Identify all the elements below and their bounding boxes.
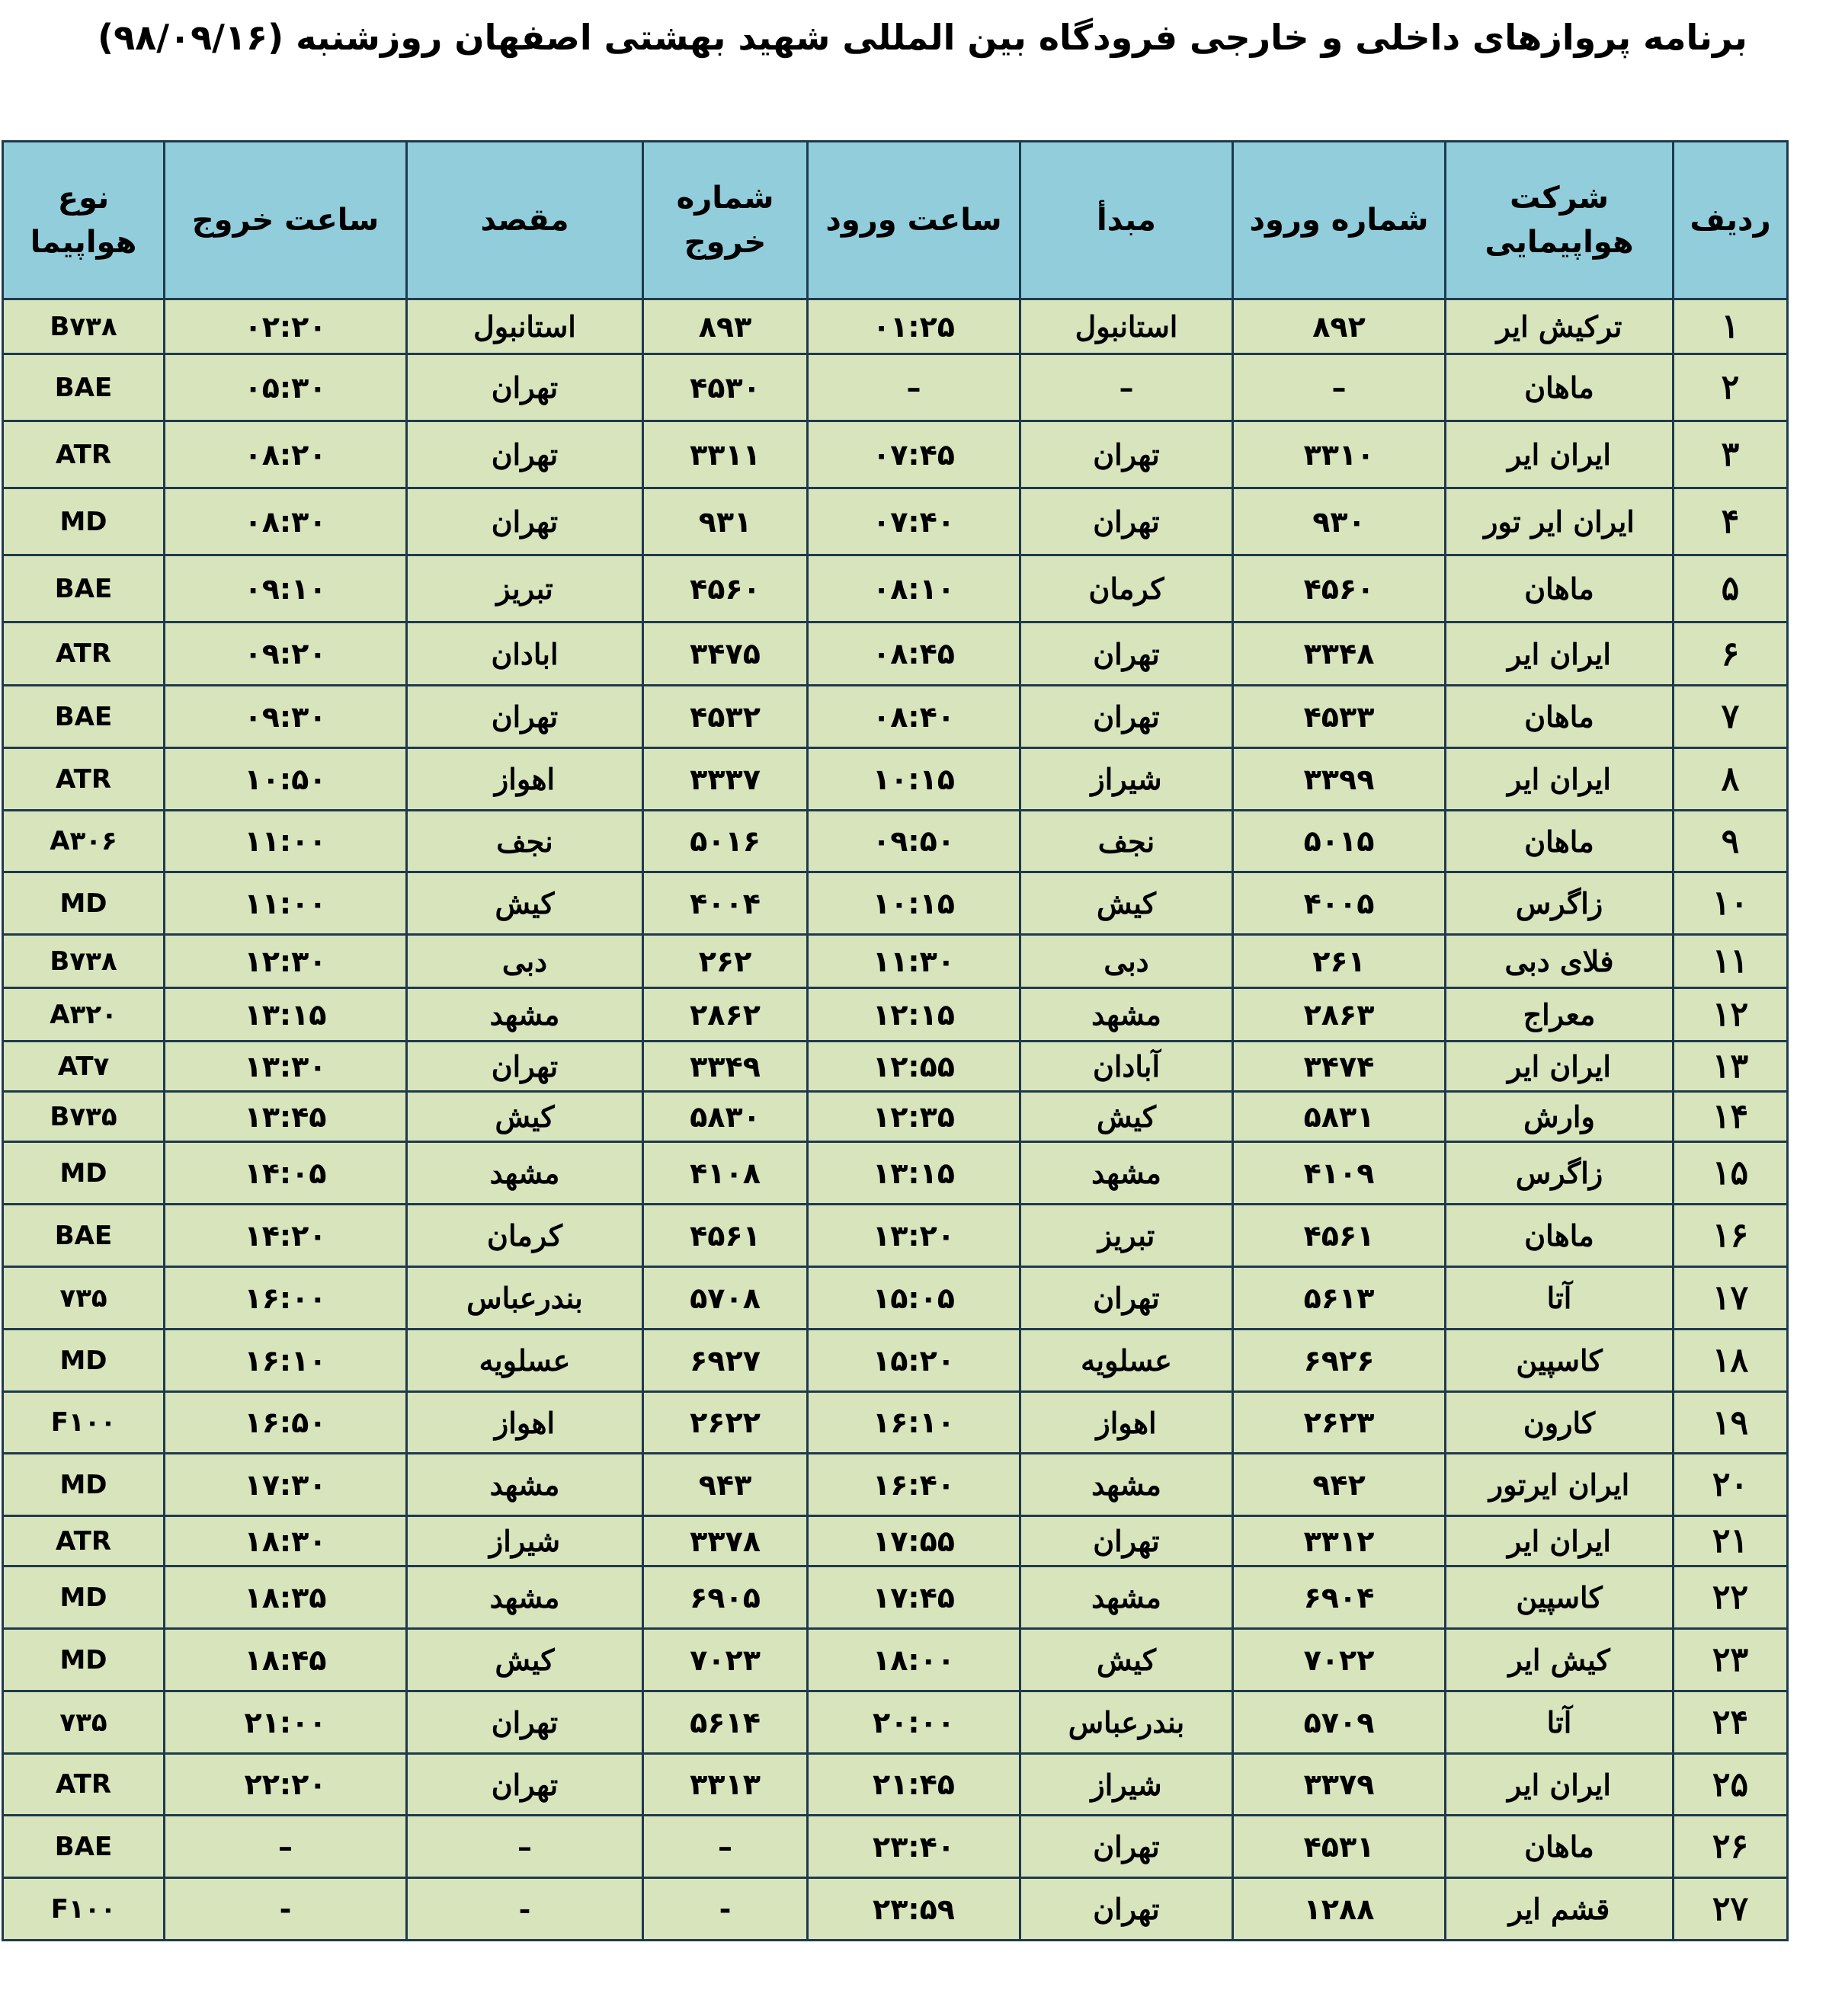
departure-time-cell: ۱۲:۳۰ (165, 935, 407, 988)
row-number-cell: ۳ (1674, 421, 1788, 488)
table-row (3, 1330, 1788, 1392)
airline-cell: ایران ایر (1446, 421, 1674, 488)
table-row (3, 811, 1788, 872)
row-number-cell: ۲۷ (1674, 1878, 1788, 1941)
aircraft-type-cell: BAE (3, 354, 165, 421)
table-row (3, 1392, 1788, 1454)
header-row-number: ردیف (1674, 142, 1788, 299)
table-row (3, 1205, 1788, 1267)
airline-cell: قشم ایر (1446, 1878, 1674, 1941)
departure-time-cell: ۰۹:۲۰ (165, 622, 407, 686)
header-arrival-time: ساعت ورود (808, 142, 1020, 299)
row-number-cell: ۲۳ (1674, 1629, 1788, 1691)
aircraft-type-cell: MD (3, 1629, 165, 1691)
arrival-number-cell: ۲۶۱ (1233, 935, 1446, 988)
aircraft-type-cell: ATR (3, 1516, 165, 1566)
destination-cell: تبریز (407, 555, 643, 622)
table-row (3, 1454, 1788, 1516)
arrival-time-cell: ۱۵:۲۰ (808, 1330, 1020, 1392)
departure-time-cell: – (165, 1816, 407, 1878)
row-number-cell: ۱۱ (1674, 935, 1788, 988)
arrival-number-cell: ۵۸۳۱ (1233, 1092, 1446, 1142)
row-number-cell: ۱۰ (1674, 872, 1788, 935)
departure-number-cell: ۲۶۲ (643, 935, 808, 988)
destination-cell: استانبول (407, 299, 643, 354)
departure-number-cell: - (643, 1878, 808, 1941)
arrival-time-cell: ۰۸:۴۰ (808, 686, 1020, 748)
departure-number-cell: ۴۵۳۲ (643, 686, 808, 748)
arrival-number-cell: ۴۵۶۰ (1233, 555, 1446, 622)
arrival-number-cell: ۹۳۰ (1233, 488, 1446, 555)
header-arrival-number: شماره ورود (1233, 142, 1446, 299)
departure-number-cell: ۴۵۶۰ (643, 555, 808, 622)
arrival-number-cell: ۶۹۲۶ (1233, 1330, 1446, 1392)
departure-number-cell: ۹۳۱ (643, 488, 808, 555)
origin-cell: تهران (1020, 421, 1233, 488)
origin-cell: مشهد (1020, 1454, 1233, 1516)
aircraft-type-cell: BAE (3, 555, 165, 622)
table-row (3, 622, 1788, 686)
destination-cell: اهواز (407, 1392, 643, 1454)
origin-cell: مشهد (1020, 1142, 1233, 1205)
aircraft-type-cell: AT۷ (3, 1042, 165, 1092)
arrival-time-cell: ۰۱:۲۵ (808, 299, 1020, 354)
origin-cell: عسلویه (1020, 1330, 1233, 1392)
destination-cell: ابادان (407, 622, 643, 686)
row-number-cell: ۱۴ (1674, 1092, 1788, 1142)
departure-number-cell: ۹۴۳ (643, 1454, 808, 1516)
row-number-cell: ۹ (1674, 811, 1788, 872)
origin-cell: آبادان (1020, 1042, 1233, 1092)
departure-time-cell: - (165, 1878, 407, 1941)
table-header-row (3, 142, 1788, 299)
aircraft-type-cell: A۳۰۶ (3, 811, 165, 872)
departure-time-cell: ۱۱:۰۰ (165, 872, 407, 935)
arrival-time-cell: ۱۶:۴۰ (808, 1454, 1020, 1516)
airline-cell: ماهان (1446, 1816, 1674, 1878)
flight-schedule-table (2, 140, 1789, 1941)
table-row (3, 988, 1788, 1042)
table-row (3, 555, 1788, 622)
origin-cell: بندرعباس (1020, 1691, 1233, 1754)
arrival-number-cell: ۴۰۰۵ (1233, 872, 1446, 935)
arrival-number-cell: ۴۱۰۹ (1233, 1142, 1446, 1205)
airline-cell: وارش (1446, 1092, 1674, 1142)
departure-time-cell: ۰۸:۳۰ (165, 488, 407, 555)
aircraft-type-cell: ۷۳۵ (3, 1267, 165, 1330)
airline-cell: معراج (1446, 988, 1674, 1042)
departure-time-cell: ۱۸:۳۵ (165, 1566, 407, 1629)
departure-number-cell: ۴۵۶۱ (643, 1205, 808, 1267)
departure-time-cell: ۱۴:۲۰ (165, 1205, 407, 1267)
aircraft-type-cell: BAE (3, 1205, 165, 1267)
table-row (3, 1092, 1788, 1142)
table-row (3, 1878, 1788, 1941)
arrival-number-cell: – (1233, 354, 1446, 421)
row-number-cell: ۱۸ (1674, 1330, 1788, 1392)
origin-cell: تهران (1020, 1878, 1233, 1941)
departure-number-cell: ۲۶۲۲ (643, 1392, 808, 1454)
departure-time-cell: ۱۸:۳۰ (165, 1516, 407, 1566)
departure-time-cell: ۱۳:۳۰ (165, 1042, 407, 1092)
arrival-number-cell: ۵۷۰۹ (1233, 1691, 1446, 1754)
arrival-number-cell: ۳۳۴۸ (1233, 622, 1446, 686)
arrival-time-cell: ۱۰:۱۵ (808, 872, 1020, 935)
departure-time-cell: ۰۵:۳۰ (165, 354, 407, 421)
origin-cell: کرمان (1020, 555, 1233, 622)
departure-time-cell: ۱۰:۵۰ (165, 748, 407, 811)
header-departure-number: شماره خروج (643, 142, 808, 299)
destination-cell: اهواز (407, 748, 643, 811)
arrival-number-cell: ۳۳۱۲ (1233, 1516, 1446, 1566)
origin-cell: شیراز (1020, 748, 1233, 811)
airline-cell: ایران ایر (1446, 1754, 1674, 1816)
airline-cell: ایران ایرتور (1446, 1454, 1674, 1516)
aircraft-type-cell: BAE (3, 686, 165, 748)
arrival-time-cell: ۱۲:۱۵ (808, 988, 1020, 1042)
table-row (3, 748, 1788, 811)
row-number-cell: ۲۵ (1674, 1754, 1788, 1816)
aircraft-type-cell: MD (3, 1566, 165, 1629)
row-number-cell: ۲۶ (1674, 1816, 1788, 1878)
arrival-time-cell: ۲۱:۴۵ (808, 1754, 1020, 1816)
destination-cell: دبی (407, 935, 643, 988)
origin-cell: تهران (1020, 686, 1233, 748)
arrival-time-cell: ۲۰:۰۰ (808, 1691, 1020, 1754)
arrival-number-cell: ۵۶۱۳ (1233, 1267, 1446, 1330)
departure-time-cell: ۱۶:۱۰ (165, 1330, 407, 1392)
destination-cell: تهران (407, 1754, 643, 1816)
departure-number-cell: ۴۵۳۰ (643, 354, 808, 421)
destination-cell: مشهد (407, 1142, 643, 1205)
departure-number-cell: ۴۱۰۸ (643, 1142, 808, 1205)
arrival-number-cell: ۵۰۱۵ (1233, 811, 1446, 872)
departure-time-cell: ۱۶:۰۰ (165, 1267, 407, 1330)
arrival-time-cell: ۱۶:۱۰ (808, 1392, 1020, 1454)
destination-cell: کیش (407, 1092, 643, 1142)
origin-cell: کیش (1020, 872, 1233, 935)
destination-cell: شیراز (407, 1516, 643, 1566)
destination-cell: تهران (407, 488, 643, 555)
departure-number-cell: ۳۳۷۸ (643, 1516, 808, 1566)
airline-cell: ایران ایر (1446, 1042, 1674, 1092)
airline-cell: آتا (1446, 1267, 1674, 1330)
departure-time-cell: ۰۹:۳۰ (165, 686, 407, 748)
departure-time-cell: ۱۷:۳۰ (165, 1454, 407, 1516)
arrival-time-cell: ۱۷:۵۵ (808, 1516, 1020, 1566)
departure-number-cell: ۳۳۳۷ (643, 748, 808, 811)
arrival-number-cell: ۶۹۰۴ (1233, 1566, 1446, 1629)
table-row (3, 421, 1788, 488)
departure-number-cell: ۳۳۱۳ (643, 1754, 808, 1816)
table-body (3, 299, 1788, 1941)
aircraft-type-cell: F۱۰۰ (3, 1392, 165, 1454)
destination-cell: کیش (407, 1629, 643, 1691)
aircraft-type-cell: A۳۲۰ (3, 988, 165, 1042)
departure-time-cell: ۱۳:۱۵ (165, 988, 407, 1042)
aircraft-type-cell: MD (3, 488, 165, 555)
destination-cell: مشهد (407, 1454, 643, 1516)
header-departure-time: ساعت خروج (165, 142, 407, 299)
departure-number-cell: ۲۸۶۲ (643, 988, 808, 1042)
airline-cell: ماهان (1446, 686, 1674, 748)
destination-cell: تهران (407, 354, 643, 421)
aircraft-type-cell: ATR (3, 748, 165, 811)
arrival-time-cell: ۰۹:۵۰ (808, 811, 1020, 872)
origin-cell: دبی (1020, 935, 1233, 988)
origin-cell: مشهد (1020, 1566, 1233, 1629)
row-number-cell: ۲۱ (1674, 1516, 1788, 1566)
aircraft-type-cell: ATR (3, 1754, 165, 1816)
departure-number-cell: ۸۹۳ (643, 299, 808, 354)
airline-cell: ماهان (1446, 555, 1674, 622)
departure-number-cell: ۴۰۰۴ (643, 872, 808, 935)
arrival-number-cell: ۲۶۲۳ (1233, 1392, 1446, 1454)
row-number-cell: ۲۴ (1674, 1691, 1788, 1754)
arrival-time-cell: ۲۳:۴۰ (808, 1816, 1020, 1878)
airline-cell: ماهان (1446, 1205, 1674, 1267)
destination-cell: تهران (407, 421, 643, 488)
arrival-time-cell: ۱۳:۱۵ (808, 1142, 1020, 1205)
table-row (3, 488, 1788, 555)
row-number-cell: ۵ (1674, 555, 1788, 622)
destination-cell: تهران (407, 686, 643, 748)
row-number-cell: ۱۶ (1674, 1205, 1788, 1267)
aircraft-type-cell: B۷۳۵ (3, 1092, 165, 1142)
departure-time-cell: ۱۱:۰۰ (165, 811, 407, 872)
table-row (3, 1629, 1788, 1691)
table-row (3, 686, 1788, 748)
aircraft-type-cell: ۷۳۵ (3, 1691, 165, 1754)
arrival-number-cell: ۹۴۲ (1233, 1454, 1446, 1516)
departure-number-cell: ۳۳۱۱ (643, 421, 808, 488)
table-row (3, 1691, 1788, 1754)
table-row (3, 872, 1788, 935)
origin-cell: اهواز (1020, 1392, 1233, 1454)
destination-cell: مشهد (407, 988, 643, 1042)
origin-cell: نجف (1020, 811, 1233, 872)
row-number-cell: ۱۵ (1674, 1142, 1788, 1205)
arrival-time-cell: ۱۱:۳۰ (808, 935, 1020, 988)
aircraft-type-cell: MD (3, 872, 165, 935)
destination-cell: – (407, 1816, 643, 1878)
aircraft-type-cell: B۷۳۸ (3, 299, 165, 354)
origin-cell: استانبول (1020, 299, 1233, 354)
aircraft-type-cell: ATR (3, 421, 165, 488)
departure-time-cell: ۱۶:۵۰ (165, 1392, 407, 1454)
row-number-cell: ۸ (1674, 748, 1788, 811)
airline-cell: کاسپین (1446, 1330, 1674, 1392)
airline-cell: ایران ایر (1446, 622, 1674, 686)
origin-cell: کیش (1020, 1629, 1233, 1691)
arrival-time-cell: ۰۷:۴۵ (808, 421, 1020, 488)
arrival-number-cell: ۳۳۱۰ (1233, 421, 1446, 488)
row-number-cell: ۲ (1674, 354, 1788, 421)
departure-number-cell: ۳۳۴۹ (643, 1042, 808, 1092)
origin-cell: تبریز (1020, 1205, 1233, 1267)
destination-cell: بندرعباس (407, 1267, 643, 1330)
table-row (3, 1142, 1788, 1205)
airline-cell: زاگرس (1446, 1142, 1674, 1205)
origin-cell: تهران (1020, 1267, 1233, 1330)
arrival-number-cell: ۳۳۹۹ (1233, 748, 1446, 811)
destination-cell: کیش (407, 872, 643, 935)
arrival-time-cell: ۰۸:۴۵ (808, 622, 1020, 686)
arrival-time-cell: ۱۳:۲۰ (808, 1205, 1020, 1267)
departure-time-cell: ۰۸:۲۰ (165, 421, 407, 488)
arrival-number-cell: ۸۹۲ (1233, 299, 1446, 354)
arrival-number-cell: ۴۵۳۳ (1233, 686, 1446, 748)
table-row (3, 1042, 1788, 1092)
row-number-cell: ۱۹ (1674, 1392, 1788, 1454)
airline-cell: کاسپین (1446, 1566, 1674, 1629)
origin-cell: – (1020, 354, 1233, 421)
destination-cell: تهران (407, 1042, 643, 1092)
departure-number-cell: ۵۸۳۰ (643, 1092, 808, 1142)
arrival-time-cell: – (808, 354, 1020, 421)
airline-cell: ماهان (1446, 354, 1674, 421)
destination-cell: عسلویه (407, 1330, 643, 1392)
aircraft-type-cell: F۱۰۰ (3, 1878, 165, 1941)
header-destination: مقصد (407, 142, 643, 299)
arrival-time-cell: ۱۸:۰۰ (808, 1629, 1020, 1691)
row-number-cell: ۲۰ (1674, 1454, 1788, 1516)
table-row (3, 1566, 1788, 1629)
departure-number-cell: ۷۰۲۳ (643, 1629, 808, 1691)
airline-cell: ایران ایر (1446, 1516, 1674, 1566)
origin-cell: کیش (1020, 1092, 1233, 1142)
row-number-cell: ۱۲ (1674, 988, 1788, 1042)
origin-cell: تهران (1020, 488, 1233, 555)
airline-cell: زاگرس (1446, 872, 1674, 935)
origin-cell: تهران (1020, 1816, 1233, 1878)
arrival-number-cell: ۲۸۶۳ (1233, 988, 1446, 1042)
table-row (3, 1267, 1788, 1330)
page-title: برنامه پروازهای داخلی و خارجی فرودگاه بین المللی شهید بهشتی اصفهان روزشنبه (۹۸/۰۹/۱۶) (98, 17, 1747, 58)
destination-cell: تهران (407, 1691, 643, 1754)
table-row (3, 299, 1788, 354)
origin-cell: شیراز (1020, 1754, 1233, 1816)
departure-number-cell: ۵۰۱۶ (643, 811, 808, 872)
airline-cell: آتا (1446, 1691, 1674, 1754)
arrival-time-cell: ۱۷:۴۵ (808, 1566, 1020, 1629)
departure-number-cell: ۶۹۰۵ (643, 1566, 808, 1629)
origin-cell: تهران (1020, 622, 1233, 686)
arrival-number-cell: ۱۲۸۸ (1233, 1878, 1446, 1941)
row-number-cell: ۴ (1674, 488, 1788, 555)
arrival-time-cell: ۱۲:۵۵ (808, 1042, 1020, 1092)
aircraft-type-cell: MD (3, 1142, 165, 1205)
arrival-number-cell: ۳۳۷۹ (1233, 1754, 1446, 1816)
arrival-time-cell: ۲۳:۵۹ (808, 1878, 1020, 1941)
arrival-number-cell: ۷۰۲۲ (1233, 1629, 1446, 1691)
destination-cell: مشهد (407, 1566, 643, 1629)
origin-cell: تهران (1020, 1516, 1233, 1566)
airline-cell: کارون (1446, 1392, 1674, 1454)
airline-cell: ایران ایر (1446, 748, 1674, 811)
departure-number-cell: ۶۹۲۷ (643, 1330, 808, 1392)
row-number-cell: ۱ (1674, 299, 1788, 354)
table-row (3, 935, 1788, 988)
table-row (3, 1516, 1788, 1566)
header-airline: شرکت هواپیمایی (1446, 142, 1674, 299)
departure-time-cell: ۰۲:۲۰ (165, 299, 407, 354)
header-origin: مبدأ (1020, 142, 1233, 299)
departure-number-cell: ۳۴۷۵ (643, 622, 808, 686)
header-aircraft-type: نوع هواپیما (3, 142, 165, 299)
departure-time-cell: ۱۳:۴۵ (165, 1092, 407, 1142)
airline-cell: کیش ایر (1446, 1629, 1674, 1691)
airline-cell: ایران ایر تور (1446, 488, 1674, 555)
aircraft-type-cell: MD (3, 1330, 165, 1392)
departure-time-cell: ۱۸:۴۵ (165, 1629, 407, 1691)
table-row (3, 1754, 1788, 1816)
table-row (3, 1816, 1788, 1878)
destination-cell: - (407, 1878, 643, 1941)
row-number-cell: ۶ (1674, 622, 1788, 686)
departure-time-cell: ۰۹:۱۰ (165, 555, 407, 622)
aircraft-type-cell: MD (3, 1454, 165, 1516)
arrival-time-cell: ۱۰:۱۵ (808, 748, 1020, 811)
departure-number-cell: – (643, 1816, 808, 1878)
departure-number-cell: ۵۶۱۴ (643, 1691, 808, 1754)
aircraft-type-cell: B۷۳۸ (3, 935, 165, 988)
aircraft-type-cell: ATR (3, 622, 165, 686)
row-number-cell: ۷ (1674, 686, 1788, 748)
arrival-number-cell: ۴۵۳۱ (1233, 1816, 1446, 1878)
row-number-cell: ۱۳ (1674, 1042, 1788, 1092)
destination-cell: کرمان (407, 1205, 643, 1267)
table-row (3, 354, 1788, 421)
arrival-time-cell: ۰۷:۴۰ (808, 488, 1020, 555)
departure-time-cell: ۲۱:۰۰ (165, 1691, 407, 1754)
destination-cell: نجف (407, 811, 643, 872)
aircraft-type-cell: BAE (3, 1816, 165, 1878)
departure-number-cell: ۵۷۰۸ (643, 1267, 808, 1330)
arrival-time-cell: ۱۲:۳۵ (808, 1092, 1020, 1142)
arrival-number-cell: ۳۴۷۴ (1233, 1042, 1446, 1092)
airline-cell: ترکیش ایر (1446, 299, 1674, 354)
row-number-cell: ۲۲ (1674, 1566, 1788, 1629)
origin-cell: مشهد (1020, 988, 1233, 1042)
departure-time-cell: ۲۲:۲۰ (165, 1754, 407, 1816)
airline-cell: فلای دبی (1446, 935, 1674, 988)
arrival-number-cell: ۴۵۶۱ (1233, 1205, 1446, 1267)
departure-time-cell: ۱۴:۰۵ (165, 1142, 407, 1205)
arrival-time-cell: ۱۵:۰۵ (808, 1267, 1020, 1330)
row-number-cell: ۱۷ (1674, 1267, 1788, 1330)
arrival-time-cell: ۰۸:۱۰ (808, 555, 1020, 622)
airline-cell: ماهان (1446, 811, 1674, 872)
